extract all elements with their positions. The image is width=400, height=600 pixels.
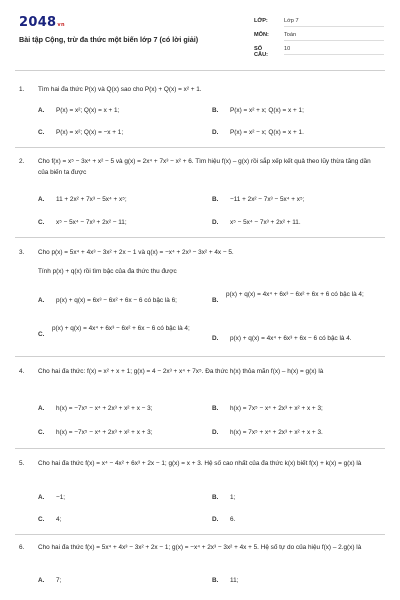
header [0, 0, 400, 70]
question-stem: Tìm hai đa thức P(x) và Q(x) sao cho P(x) + Q(x) = x² + 1. [38, 86, 202, 93]
page-title: Bài tập Cộng, trừ đa thức một biến lớp 7 (có lời giải) [19, 35, 199, 44]
option-letter: B. [212, 196, 219, 203]
divider [15, 147, 385, 148]
option-text: P(x) = x² + x; Q(x) = x + 1; [230, 107, 304, 114]
option-letter: D. [212, 516, 219, 523]
option-text: 7; [56, 577, 62, 584]
question-stem: Cho p(x) = 5x⁴ + 4x³ − 3x² + 2x − 1 và q(x) = −x⁴ + 2x³ − 3x² + 4x − 5. [38, 249, 234, 256]
option-letter: D. [212, 219, 219, 226]
option-letter: B. [212, 107, 219, 114]
option-letter: D. [212, 335, 219, 342]
logo-text: 2048 [19, 15, 57, 30]
logo-suffix: vn [57, 22, 65, 28]
option-text: P(x) = x²; Q(x) = −x + 1; [56, 129, 124, 136]
meta-label: LỚP: [254, 18, 268, 24]
divider [15, 237, 385, 238]
question-number: 5. [19, 460, 25, 467]
option-text: P(x) = x²; Q(x) = x + 1; [56, 107, 120, 114]
option-letter: B. [212, 297, 219, 304]
question-sub: Tính p(x) + q(x) rồi tìm bậc của đa thức thu được [38, 268, 177, 275]
question-number: 4. [19, 368, 25, 375]
question-number: 1. [19, 86, 25, 93]
question-number: 6. [19, 544, 25, 551]
meta-value: Lớp 7 [284, 18, 384, 27]
option-text: 1; [230, 494, 236, 501]
question-stem: Cho hai đa thức f(x) = x⁴ − 4x² + 6x³ + 2x − 1; g(x) = x + 3. Hệ số cao nhất của đa thức k(x) biết f(x) + k(x) = g(x) là [38, 460, 362, 467]
option-text: 11 + 2x² + 7x³ − 5x⁴ + x⁵; [56, 196, 127, 203]
question-3 [19, 247, 379, 277]
option-letter: C. [38, 429, 45, 436]
option-letter: A. [38, 494, 45, 501]
option-text: 6. [230, 516, 236, 523]
option-letter: A. [38, 297, 45, 304]
meta-value: 10 [284, 46, 384, 55]
option-text: P(x) = x² − x; Q(x) = x + 1. [230, 129, 304, 136]
option-letter: A. [38, 107, 45, 114]
option-text: h(x) = −7x⁵ − x⁴ + 2x³ + x² + x − 3; [56, 405, 153, 412]
option-letter: A. [38, 405, 45, 412]
option-text: 4; [56, 516, 62, 523]
option-letter: A. [38, 196, 45, 203]
question-stem: Cho hai đa thức: f(x) = x² + x + 1; g(x) = 4 − 2x³ + x⁴ + 7x⁵. Đa thức h(x) thỏa mãn f(x) – h(x) = g(x) là [38, 368, 324, 375]
option-text: p(x) + q(x) = 4x⁴ + 6x³ − 6x² + 6x − 6 có bậc là 4; [52, 325, 190, 332]
divider [15, 448, 385, 449]
option-text: 11; [230, 577, 239, 584]
option-letter: C. [38, 129, 45, 136]
option-text: x⁵ − 5x⁴ − 7x³ + 2x² + 11. [230, 219, 301, 226]
option-text: h(x) = 7x⁵ − x⁴ + 2x³ + x² + x + 3; [230, 405, 323, 412]
question-stem: Cho f(x) = x⁵ − 3x⁴ + x² − 5 và g(x) = 2x⁴ + 7x³ − x² + 6. Tìm hiệu f(x) – g(x) rồi sắp xếp kết quả theo lũy thừa tăng dần của biến ta được [38, 158, 371, 176]
option-text: h(x) = 7x⁵ + x⁴ + 2x³ + x² + x + 3. [230, 429, 323, 436]
option-text: x⁵ − 5x⁴ − 7x³ + 2x² − 11; [56, 219, 127, 226]
question-stem: Cho hai đa thức f(x) = 5x⁴ + 4x³ − 3x² + 2x − 1; g(x) = −x⁴ + 2x³ − 3x² + 4x + 5. Hệ số tự do của hiệu f(x) – 2.g(x) là [38, 544, 362, 551]
meta-value: Toán [284, 32, 384, 41]
option-letter: B. [212, 405, 219, 412]
option-text: −11 + 2x² − 7x³ − 5x⁴ + x⁵; [230, 196, 305, 203]
option-text: p(x) + q(x) = 6x³ − 6x² + 6x − 6 có bậc là 6; [56, 297, 177, 304]
option-letter: A. [38, 577, 45, 584]
option-letter: D. [212, 129, 219, 136]
option-text: h(x) = −7x⁵ − x⁴ + 2x³ + x² + x + 3; [56, 429, 153, 436]
option-letter: B. [212, 494, 219, 501]
question-number: 3. [19, 249, 25, 256]
option-text: −1; [56, 494, 66, 501]
divider [15, 534, 385, 535]
option-letter: C. [38, 219, 45, 226]
site-logo[interactable] [19, 15, 65, 30]
option-text: p(x) + q(x) = 4x⁴ + 6x³ + 6x − 6 có bậc là 4. [230, 335, 352, 342]
meta-label: SỐ CÂU: [254, 46, 268, 58]
meta-label: MÔN: [254, 32, 269, 38]
option-text: p(x) + q(x) = 4x⁴ + 6x³ − 6x² + 6x + 6 có bậc là 4; [226, 291, 364, 298]
option-letter: B. [212, 577, 219, 584]
option-letter: C. [38, 331, 45, 338]
divider [15, 70, 385, 71]
option-letter: D. [212, 429, 219, 436]
divider [15, 356, 385, 357]
option-letter: C. [38, 516, 45, 523]
question-number: 2. [19, 158, 25, 165]
